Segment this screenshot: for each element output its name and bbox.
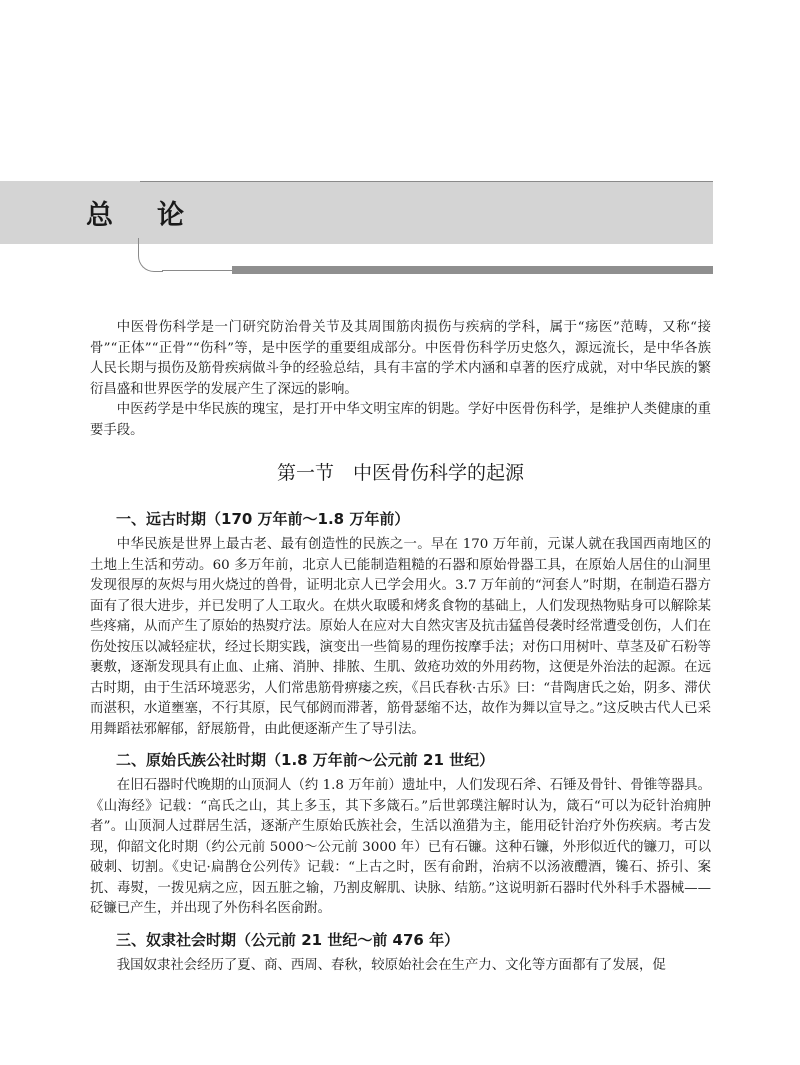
chapter-title: 总论 (86, 200, 228, 231)
subsection-text-1: 中华民族是世界上最古老、最有创造性的民族之一。早在 170 万年前，元谋人就在我国西南地区的土地上生活和劳动。60 多万年前，北京人已能制造粗糙的石器和原始骨器工具，在原始人居住的山洞里发现很厚的灰烬与用火烧过的兽骨，证明北京人已学会用火。3.7 万年前的“河套人”时期，在制造石器方面有了很大进步，并已发明了人工取火。在烘火取暖和烤炙食物的基础上，人们发现热物贴身可以解除某些疼痛，从而产生了原始的热熨疗法。原始人在应对大自然灾害及抗击猛兽侵袭时经常遭受创伤，人们在伤处按压以减轻症状，经过长期实践，演变出一些简易的理伤按摩手法；对伤口用树叶、草茎及矿石粉等裹敷，逐渐发现具有止血、止痛、消肿、排脓、生肌、敛疮功效的外用药物，这便是外治法的起源。在远古时期，由于生活环境恶劣，人们常患筋骨痹痿之疾，《吕氏春秋·古乐》曰：“昔陶唐氏之始，阴多、滞伏而湛积，水道壅塞，不行其原，民气郁阏而滞著，筋骨瑟缩不达，故作为舞以宣导之。”这反映古代人已采用舞蹈祛邪解郁，舒展筋骨，由此便逐渐产生了导引法。 (90, 537, 711, 737)
intro-paragraph-2: 中医药学是中华民族的瑰宝，是打开中华文明宝库的钥匙。学好中医骨伤科学，是维护人类健康的重要手段。 (90, 402, 711, 438)
page-content (90, 318, 711, 976)
subsection-heading-1: 一、远古时期（170 万年前～1.8 万年前） (116, 510, 410, 528)
subsection-text-2: 在旧石器时代晚期的山顶洞人（约 1.8 万年前）遗址中，人们发现石斧、石锤及骨针、骨锥等器具。《山海经》记载：“高氏之山，其上多玉，其下多箴石。”后世郭璞注解时认为，箴石“可以为砭针治痈肿者”。山顶洞人过群居生活，逐渐产生原始氏族社会，生活以渔猎为主，能用砭针治疗外伤疾病。考古发现，仰韶文化时期（约公元前 5000～公元前 3000 年）已有石镰。这种石镰，外形似近代的镰刀，可以破刺、切割。《史记·扁鹊仓公列传》记载：“上古之时，医有俞跗，治病不以汤液醴酒，镵石、挢引、案扤、毒熨，一拨见病之应，因五脏之输，乃割皮解肌、诀脉、结筋。”这说明新石器时代外科手术器械——砭镰已产生，并出现了外伤科名医俞跗。 (90, 778, 711, 916)
banner-bottom-bar (232, 266, 713, 274)
subsection-text-3: 我国奴隶社会经历了夏、商、西周、春秋，较原始社会在生产力、文化等方面都有了发展，促 (116, 957, 666, 973)
subsection-heading-2: 二、原始氏族公社时期（1.8 万年前～公元前 21 世纪） (116, 751, 495, 769)
subsection-heading-3: 三、奴隶社会时期（公元前 21 世纪～前 476 年） (116, 930, 460, 949)
banner-hook-line (138, 238, 163, 272)
banner-top-rule (140, 181, 713, 182)
banner-bottom-rule (162, 270, 232, 271)
intro-paragraph-1: 中医骨伤科学是一门研究防治骨关节及其周围筋肉损伤与疾病的学科，属于“疡医”范畴，又称“接骨”“正体”“正骨”“伤科”等，是中医学的重要组成部分。中医骨伤科学历史悠久，源远流长，是中华各族人民长期与损伤及筋骨疾病做斗争的经验总结，具有丰富的学术内涵和卓著的医疗成就，对中华民族的繁衍昌盛和世界医学的发展产生了深远的影响。 (90, 320, 711, 397)
section-title: 第一节 中医骨伤科学的起源 (276, 462, 524, 484)
